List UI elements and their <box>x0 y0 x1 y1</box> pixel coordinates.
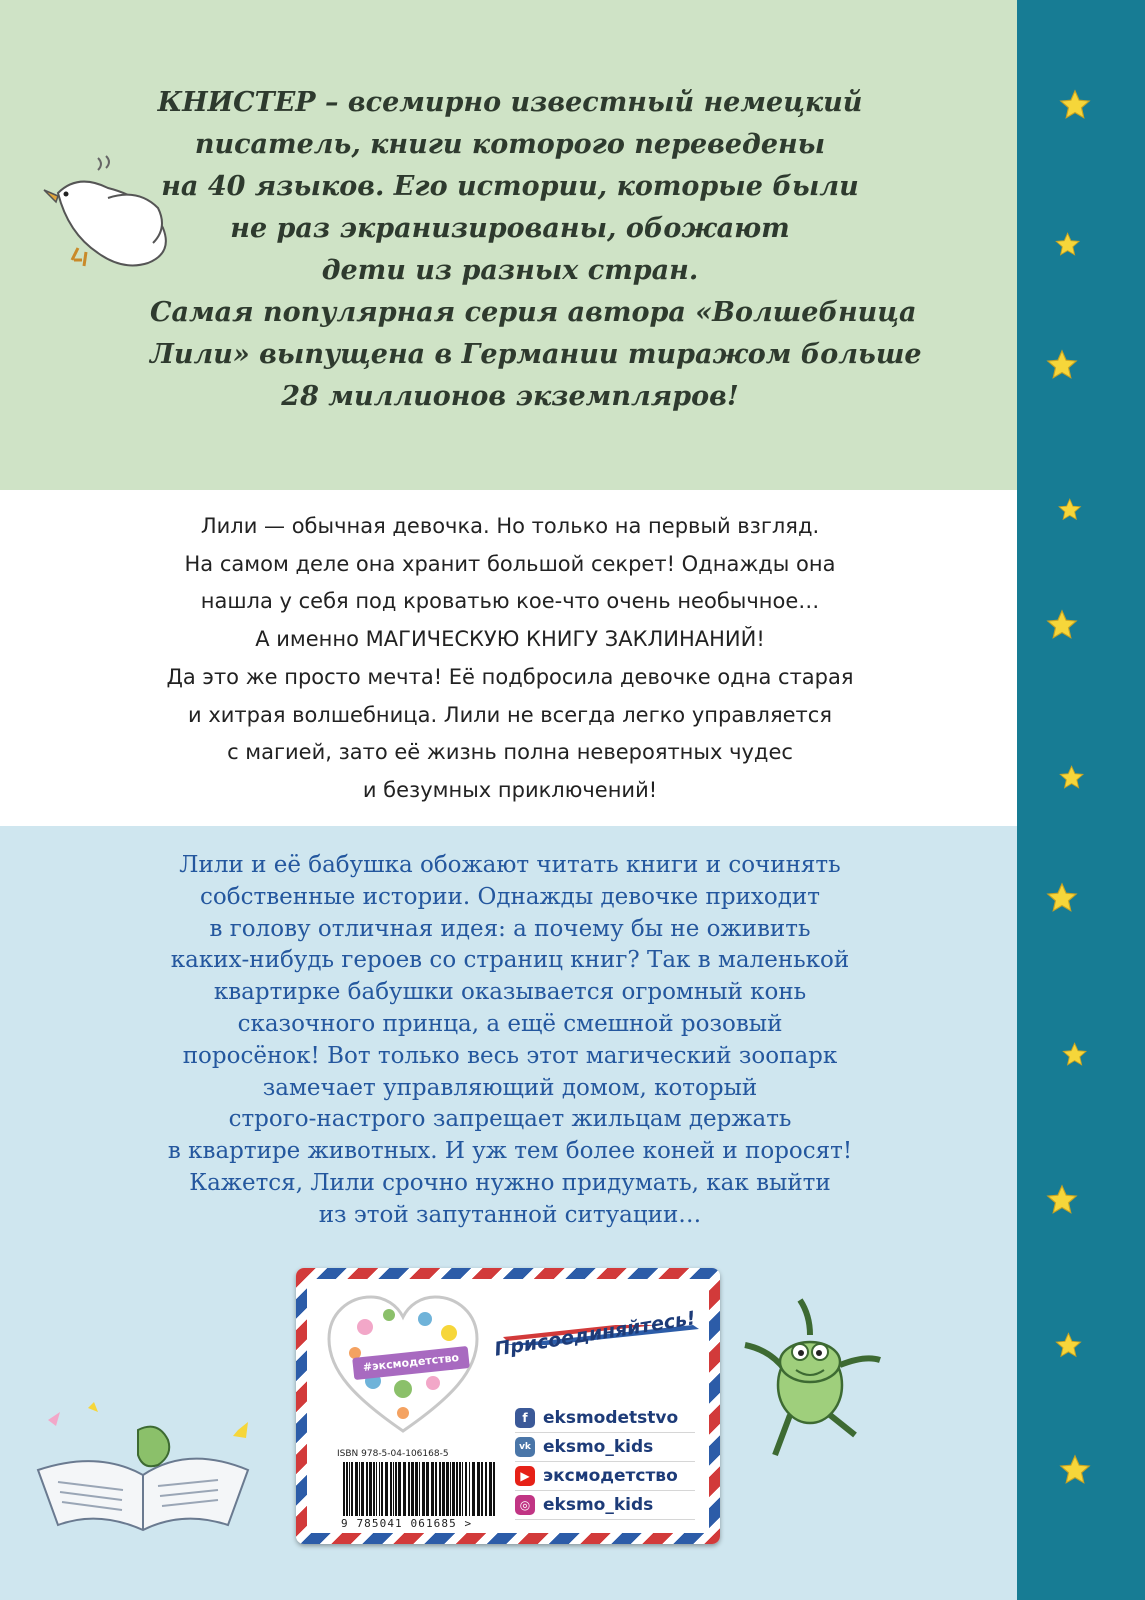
text-line: замечает управляющий домом, который <box>262 1074 758 1101</box>
barcode-bar <box>489 1462 492 1516</box>
star-icon <box>1058 764 1085 791</box>
text-line: и хитрая волшебница. Лили не всегда легко управляется <box>188 702 832 727</box>
text-line: на 40 языков. Его истории, которые были <box>161 171 859 202</box>
barcode-bar <box>477 1462 480 1516</box>
barcode-bar <box>385 1462 388 1516</box>
sticker-body <box>307 1279 709 1533</box>
star-icon <box>1054 231 1081 258</box>
barcode-bar <box>379 1462 380 1516</box>
barcode-bar <box>393 1462 394 1516</box>
barcode-bar <box>361 1462 364 1516</box>
barcode-bar <box>446 1462 449 1516</box>
isbn-block <box>337 1449 507 1533</box>
barcode-bar <box>408 1462 410 1516</box>
barcode-bar <box>465 1462 467 1516</box>
instagram-icon: ◎ <box>515 1495 535 1515</box>
frog-illustration <box>730 1290 890 1465</box>
text-line: не раз экранизированы, обожают <box>230 213 790 244</box>
barcode-bar <box>343 1462 345 1516</box>
barcode-bar <box>398 1462 401 1516</box>
join-us-sticker <box>296 1268 720 1544</box>
book-synopsis <box>130 850 890 1232</box>
barcode-bar <box>419 1462 420 1516</box>
barcode-bar <box>403 1462 406 1516</box>
vk-icon: vk <box>515 1437 535 1457</box>
barcode-bar <box>422 1462 425 1516</box>
barcode-bar <box>452 1462 455 1516</box>
social-link-eksmo_kids[interactable] <box>515 1491 695 1520</box>
star-icon <box>1061 1041 1088 1068</box>
barcode-bar <box>439 1462 441 1516</box>
author-bio <box>150 82 922 418</box>
star-icon <box>1045 881 1079 915</box>
barcode-bar <box>346 1462 348 1516</box>
star-icon <box>1045 1183 1079 1217</box>
hashtag-label: #эксмодетство <box>352 1346 470 1380</box>
join-us-heading: Присоединяйтесь! <box>493 1307 698 1361</box>
barcode-bar <box>366 1462 368 1516</box>
text-line: Лили» выпущена в Германии тиражом больше <box>150 339 922 370</box>
star-icon <box>1054 1331 1083 1360</box>
barcode-bar <box>431 1462 434 1516</box>
barcode-bar <box>355 1462 358 1516</box>
social-link-eksmodetstvo[interactable] <box>515 1404 695 1433</box>
open-book-illustration <box>28 1400 258 1535</box>
text-line: из этой запутанной ситуации… <box>318 1201 702 1228</box>
facebook-icon: f <box>515 1408 535 1428</box>
barcode-bar <box>376 1462 377 1516</box>
barcode-bar <box>493 1462 495 1516</box>
barcode-bar <box>462 1462 463 1516</box>
text-line: и безумных приключений! <box>362 777 658 802</box>
star-icon <box>1045 608 1079 642</box>
star-icon <box>1045 348 1079 382</box>
text-line: КНИСТЕР – всемирно известный немецкий <box>157 87 863 118</box>
barcode-bar <box>390 1462 392 1516</box>
barcode-bar <box>459 1462 461 1516</box>
social-handle: eksmo_kids <box>543 1437 654 1457</box>
heart-emblem <box>325 1293 481 1435</box>
barcode-bar <box>351 1462 353 1516</box>
text-line: сказочного принца, а ещё смешной розовый <box>237 1010 783 1037</box>
barcode-bar <box>450 1462 451 1516</box>
text-line: На самом деле она хранит большой секрет! Однажды она <box>184 551 836 576</box>
text-line: Самая популярная серия автора «Волшебница <box>150 297 917 328</box>
series-description <box>140 508 880 810</box>
barcode-bar <box>435 1462 437 1516</box>
social-handle: eksmodetstvo <box>543 1408 679 1428</box>
text-line: А именно МАГИЧЕСКУЮ КНИГУ ЗАКЛИНАНИЙ! <box>255 627 765 652</box>
barcode-bar <box>359 1462 360 1516</box>
barcode-bar <box>369 1462 372 1516</box>
barcode-bar <box>415 1462 418 1516</box>
text-line: строго-настрого запрещает жильцам держать <box>228 1106 792 1133</box>
text-line: с магией, зато её жизнь полна невероятных чудес <box>227 740 793 765</box>
barcode-bar <box>426 1462 429 1516</box>
barcode-bar <box>411 1462 414 1516</box>
text-line: каких-нибудь героев со страниц книг? Так в маленькой <box>170 947 850 974</box>
barcode-bar <box>485 1462 487 1516</box>
barcode-bar <box>442 1462 445 1516</box>
text-line: в квартире животных. И уж тем более коней и поросят! <box>167 1138 853 1165</box>
text-line: дети из разных стран. <box>321 255 699 286</box>
barcode <box>341 1462 501 1518</box>
text-line: в голову отличная идея: а почему бы не оживить <box>209 915 811 942</box>
barcode-bar <box>395 1462 397 1516</box>
barcode-bar <box>381 1462 383 1516</box>
text-line: поросёнок! Вот только весь этот магический зоопарк <box>182 1042 838 1069</box>
social-link-eksmo_kids[interactable] <box>515 1433 695 1462</box>
text-line: Да это же просто мечта! Её подбросила девочке одна старая <box>166 664 854 689</box>
text-line: нашла у себя под кроватью кое-что очень необычное… <box>200 589 820 614</box>
isbn-number: ISBN 978-5-04-106168-5 <box>337 1449 449 1459</box>
barcode-bar <box>472 1462 475 1516</box>
barcode-bar <box>373 1462 375 1516</box>
text-line: 28 миллионов экземпляров! <box>281 381 739 412</box>
text-line: квартирке бабушки оказывается огромный конь <box>213 979 807 1006</box>
text-line: собственные истории. Однажды девочке приходит <box>200 883 820 910</box>
barcode-bar <box>456 1462 458 1516</box>
star-icon <box>1058 88 1092 122</box>
text-line: писатель, книги которого переведены <box>194 129 826 160</box>
barcode-bar <box>481 1462 483 1516</box>
youtube-icon: ▶ <box>515 1466 535 1486</box>
text-line: Лили — обычная девочка. Но только на первый взгляд. <box>200 514 820 538</box>
social-link-эксмодетство[interactable] <box>515 1462 695 1491</box>
social-handle: эксмодетство <box>543 1466 678 1486</box>
barcode-bar <box>349 1462 350 1516</box>
text-line: Лили и её бабушка обожают читать книги и сочинять <box>179 852 841 878</box>
barcode-bar <box>469 1462 470 1516</box>
text-line: Кажется, Лили срочно нужно придумать, как выйти <box>189 1169 831 1196</box>
star-icon <box>1057 497 1083 523</box>
star-icon <box>1058 1453 1092 1487</box>
social-links <box>515 1404 695 1520</box>
social-handle: eksmo_kids <box>543 1495 654 1515</box>
barcode-digits: 9 785041 061685 > <box>341 1517 473 1530</box>
